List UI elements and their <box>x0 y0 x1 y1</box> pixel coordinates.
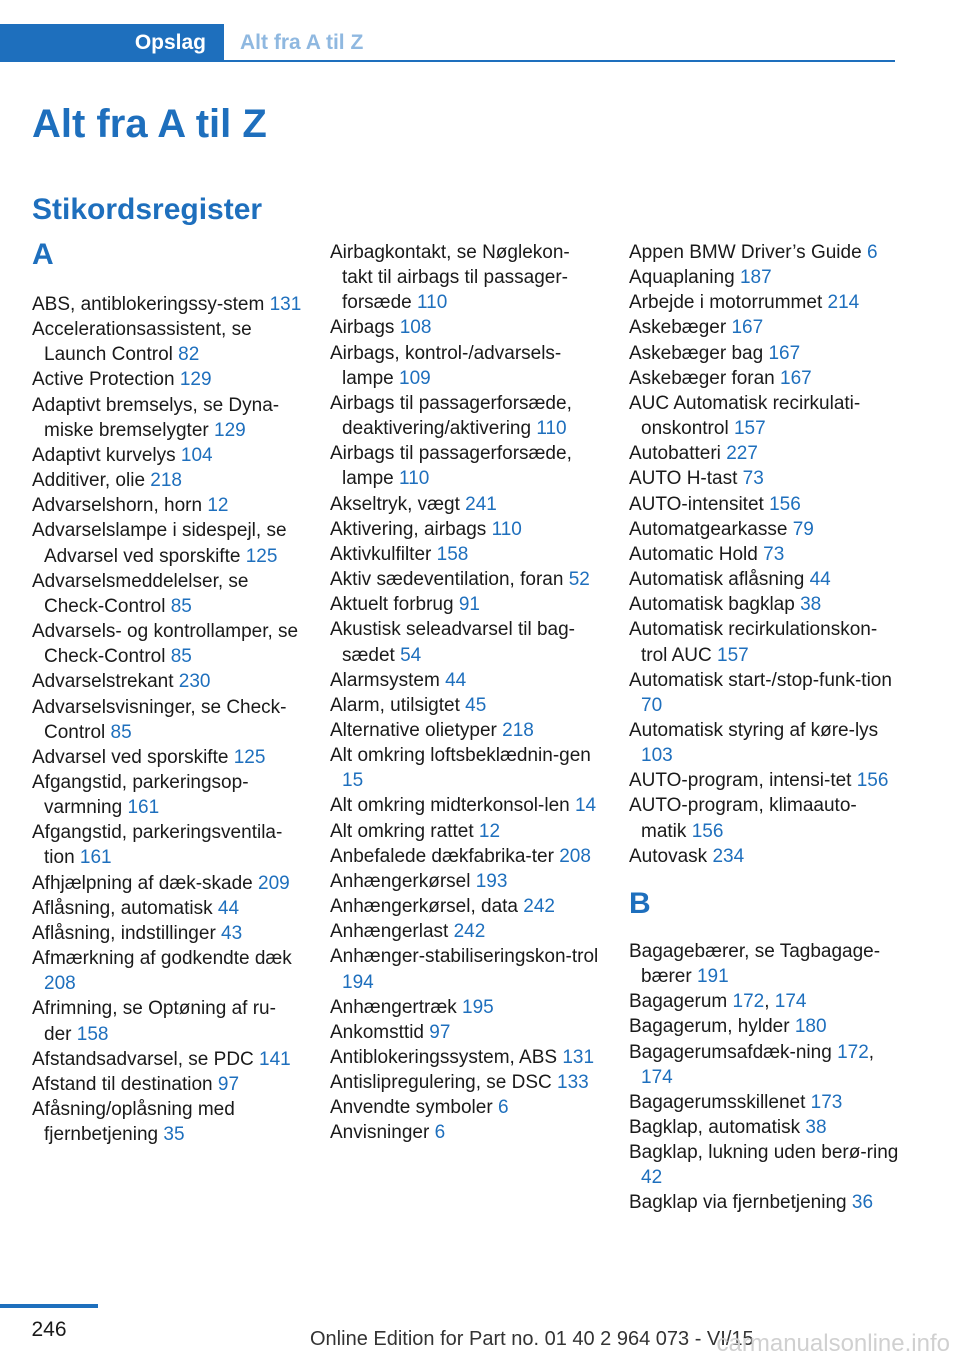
index-entry-term: AUTO-program, intensi‐tet <box>629 770 852 792</box>
index-entry <box>32 1047 302 1072</box>
index-entry <box>629 240 899 265</box>
index-entry-term: Automatic Hold <box>629 543 758 565</box>
index-entry <box>32 896 302 921</box>
index-entry-term: Bagagebærer, se Tagbagage‐bærer <box>629 940 881 988</box>
page-reference-link[interactable]: 208 <box>44 973 76 995</box>
page-reference-link[interactable]: 85 <box>170 595 192 617</box>
index-entry-term: Askebæger bag <box>629 342 764 364</box>
index-entry <box>32 745 302 770</box>
index-entry-term: Bagagerumsafdæk‐ning <box>629 1041 832 1063</box>
index-entry-term: Bagklap via fjernbetjening <box>629 1192 847 1214</box>
page-reference-link[interactable]: 110 <box>416 292 448 314</box>
header-section-tab[interactable] <box>0 24 224 62</box>
index-entry-term: Anvisninger <box>330 1122 430 1144</box>
index-entry-term: Advarselslampe i sidespejl, se Advarsel ved sporskifte <box>32 520 287 567</box>
index-entry-term: AUTO H-tast <box>629 468 738 490</box>
index-entry <box>330 944 600 994</box>
index-column-1 <box>32 240 302 1147</box>
index-entry <box>330 391 600 441</box>
index-entry-term: Airbags, kontrol-/advarsels‐lampe <box>330 342 562 389</box>
index-entry-term: Antislipregulering, se DSC <box>330 1072 552 1094</box>
index-entry-term: Ankomsttid <box>330 1021 424 1043</box>
page-reference-link[interactable]: 85 <box>170 646 192 668</box>
index-entry-term: Alt omkring rattet <box>330 820 474 842</box>
page-reference-link[interactable]: 97 <box>429 1021 451 1043</box>
index-entry <box>32 1097 302 1147</box>
index-entry <box>330 617 600 667</box>
index-entry <box>629 542 899 567</box>
index-entry-term: Autobatteri <box>629 443 721 465</box>
index-entry-term: Bagklap, lukning uden berø‐ring <box>629 1142 899 1164</box>
index-entry-term: ABS, antiblokeringssy‐stem <box>32 294 265 315</box>
index-entry-term: Bagklap, automatisk <box>629 1117 801 1138</box>
index-entry <box>32 317 302 367</box>
page-reference-link[interactable]: 91 <box>458 594 480 616</box>
page-number: 246 <box>31 1318 67 1341</box>
index-entry-term: Alt omkring loftsbeklædnin‐gen <box>330 745 591 767</box>
page-reference-link[interactable]: 218 <box>502 719 534 741</box>
index-entry <box>32 669 302 694</box>
page-reference-link[interactable]: 73 <box>763 543 785 565</box>
index-entry-term: Anvendte symboler <box>330 1097 493 1119</box>
index-entry-term: Afstand til destination <box>32 1073 213 1095</box>
index-entry <box>330 793 600 818</box>
index-entry-term: Aktiv sædeventilation, foran <box>330 569 564 591</box>
index-entry-term: Advarsel ved sporskifte <box>32 746 229 768</box>
page-reference-link[interactable]: 187 <box>739 267 772 289</box>
index-entry-term: Automatisk bagklap <box>629 594 795 616</box>
index-entry-term: Anhængertræk <box>330 996 457 1018</box>
index-entry: Bagagerumsafdæk‐ning 172, 174 <box>629 1041 875 1088</box>
index-entry <box>330 869 600 894</box>
index-entry-term: Alarm, utilsigtet <box>330 694 460 716</box>
page-reference-link[interactable]: 241 <box>465 493 497 515</box>
index-entry-term: Aktuelt forbrug <box>330 594 454 616</box>
header-section-label: Opslag <box>134 31 206 54</box>
page-reference-link[interactable]: 6 <box>497 1097 509 1119</box>
index-entry-term: Alt omkring midterkonsol‐len <box>330 795 570 817</box>
page-reference-link[interactable]: 131 <box>562 1047 595 1068</box>
page-reference-link[interactable]: 161 <box>127 797 160 819</box>
page-reference-link[interactable]: 172 <box>837 1041 869 1063</box>
index-entry-term: Antiblokeringssystem, ABS <box>330 1047 558 1068</box>
page-reference-link[interactable]: 110 <box>491 518 522 540</box>
index-entry-term: Afåsning/oplåsning med fjernbetjening <box>32 1099 235 1146</box>
page-reference-link[interactable]: 109 <box>399 367 431 389</box>
index-entry-term: Askebæger <box>629 317 727 339</box>
index-entry-term: Adaptivt kurvelys <box>32 444 176 466</box>
index-entry <box>629 617 899 667</box>
index-entry-term: Aktivkulfilter <box>330 543 432 565</box>
page-reference-link[interactable]: 125 <box>245 545 278 567</box>
index-entry <box>330 1045 600 1070</box>
index-entry-term: Appen BMW Driver’s Guide <box>629 242 862 263</box>
index-entry-term: Autovask <box>629 845 708 867</box>
page-reference-link[interactable]: 227 <box>726 443 758 465</box>
page-reference-link[interactable]: 158 <box>436 543 469 565</box>
page-reference-link[interactable]: 242 <box>523 896 555 918</box>
page-reference-link[interactable]: 194 <box>342 971 374 993</box>
page-reference-link[interactable]: 54 <box>400 644 422 666</box>
page-reference-link[interactable]: 129 <box>214 419 246 441</box>
page-reference-link[interactable]: 125 <box>233 746 266 768</box>
index-entry <box>629 592 899 617</box>
page-reference-link[interactable]: 242 <box>453 921 486 943</box>
page-reference-link[interactable]: 156 <box>856 770 889 792</box>
index-entry <box>330 819 600 844</box>
page-reference-link[interactable]: 44 <box>809 569 831 591</box>
index-entry <box>629 466 899 491</box>
page-reference-link[interactable]: 172 <box>732 991 765 1013</box>
index-entry <box>629 567 899 592</box>
page-reference-link[interactable]: 45 <box>465 694 487 716</box>
index-entry-term: Advarselsvisninger, se Check-Control <box>32 696 287 743</box>
index-entry-term: Alternative olietyper <box>330 719 497 741</box>
index-entry <box>330 315 600 340</box>
index-entry-term: Aflåsning, automatisk <box>32 897 213 919</box>
index-entry <box>32 921 302 946</box>
page-reference-link[interactable]: 230 <box>178 671 211 693</box>
index-entry <box>32 820 302 870</box>
index-entry-term: Advarselstrekant <box>32 671 174 693</box>
index-entry <box>330 341 600 391</box>
index-entry: Bagagerum 172, 174 <box>629 991 807 1013</box>
index-entry <box>629 768 899 793</box>
page-reference-link[interactable]: 174 <box>774 991 807 1013</box>
index-entry-term: Alarmsystem <box>330 669 440 691</box>
index-entry-term: Afrimning, se Optøning af ru‐der <box>32 998 276 1045</box>
page-reference-link[interactable]: 141 <box>259 1048 291 1070</box>
index-entry-term: Anhænger-stabiliseringskon‐trol <box>330 946 599 968</box>
page-reference-link[interactable]: 129 <box>179 369 212 391</box>
page-header <box>0 24 895 62</box>
page-reference-link[interactable]: 38 <box>805 1117 827 1138</box>
page-reference-link[interactable]: 214 <box>827 292 860 314</box>
page-reference-link[interactable]: 85 <box>110 721 132 743</box>
page-reference-link[interactable]: 156 <box>769 493 801 515</box>
page-reference-link[interactable]: 133 <box>557 1072 589 1094</box>
page-reference-link[interactable]: 208 <box>559 845 591 867</box>
index-entry <box>330 567 600 592</box>
index-entry <box>629 1140 899 1190</box>
index-entry-term: Automatisk start-/stop-funk‐tion <box>629 669 892 691</box>
page-reference-link[interactable]: 44 <box>217 897 240 919</box>
index-entry <box>330 1095 600 1120</box>
index-entry <box>330 542 600 567</box>
index-entry-term: Airbagkontakt, se Nøglekon‐takt til airbags til passager‐forsæde <box>330 242 570 314</box>
header-chapter-label[interactable]: Alt fra A til Z <box>240 31 364 54</box>
index-entry <box>32 518 302 568</box>
index-entry <box>32 619 302 669</box>
page-reference-link[interactable]: 110 <box>399 468 430 490</box>
index-entry <box>32 292 302 317</box>
edition-note: Online Edition for Part no. 01 40 2 964 073 - VI/15 <box>310 1328 754 1350</box>
page-reference-link[interactable]: 110 <box>536 418 567 440</box>
page-reference-link[interactable]: 12 <box>478 820 501 842</box>
index-entry <box>629 1090 899 1115</box>
page-reference-link[interactable]: 167 <box>780 367 812 389</box>
index-entry-term: Airbags til passagerforsæde, deaktivering/aktivering <box>330 392 572 440</box>
page-reference-link[interactable]: 6 <box>434 1122 446 1144</box>
index-entry-term: Aflåsning, indstillinger <box>32 922 216 944</box>
index-entry <box>32 569 302 619</box>
index-entry <box>330 592 600 617</box>
index-letter-heading: B <box>629 886 651 920</box>
index-entry-term: Aquaplaning <box>629 267 735 289</box>
page-reference-link[interactable]: 104 <box>180 444 213 466</box>
index-entry <box>629 315 899 340</box>
index-entry-term: Additiver, olie <box>32 470 146 492</box>
page-reference-link[interactable]: 157 <box>733 418 766 440</box>
index-entry <box>330 492 600 517</box>
index-entry <box>32 443 302 468</box>
index-entry <box>629 441 899 466</box>
page-reference-link[interactable]: 36 <box>851 1192 874 1214</box>
page-reference-link[interactable]: 218 <box>150 470 182 492</box>
page-reference-link[interactable]: 97 <box>217 1073 240 1095</box>
index-entry <box>330 668 600 693</box>
index-entry-term: Accelerationsassistent, se Launch Control <box>32 319 252 366</box>
index-entry-term: AUTO-program, klimaauto‐matik <box>629 795 857 842</box>
page-reference-link[interactable]: 156 <box>691 820 724 842</box>
index-entry <box>629 793 899 843</box>
page-reference-link[interactable]: 158 <box>76 1023 109 1045</box>
index-entry-term: Akustisk seleadvarsel til bag‐sædet <box>330 619 575 666</box>
index-entry <box>330 743 600 793</box>
index-column-3 <box>629 240 899 1216</box>
index-entry <box>629 290 899 315</box>
page-reference-link[interactable]: 42 <box>641 1167 663 1189</box>
page-reference-link[interactable]: 173 <box>810 1091 843 1113</box>
index-entry-term: Afgangstid, parkeringsventila‐tion <box>32 822 283 869</box>
index-entry-term: Bagagerumsskillenet <box>629 1091 806 1113</box>
index-entry-term: Afstandsadvarsel, se PDC <box>32 1048 254 1070</box>
header-rule <box>224 60 895 62</box>
page-reference-link[interactable]: 193 <box>475 870 508 892</box>
index-entry-term: Aktivering, airbags <box>330 518 487 540</box>
index-entry <box>330 517 600 542</box>
index-entry <box>629 391 899 441</box>
index-entry-term: Advarselsmeddelelser, se Check-Control <box>32 570 249 617</box>
index-entry <box>330 1020 600 1045</box>
index-entry <box>330 693 600 718</box>
index-entry <box>32 996 302 1046</box>
index-entry-term: Akseltryk, vægt <box>330 493 460 515</box>
page-reference-link[interactable]: 167 <box>768 342 801 364</box>
index-entry-term: Afhjælpning af dæk‐skade <box>32 872 253 894</box>
index-entry <box>629 1190 899 1215</box>
index-entry-term: Askebæger foran <box>629 367 775 389</box>
index-entry <box>32 493 302 518</box>
page-reference-link[interactable]: 6 <box>866 242 878 263</box>
index-entry-term: Anhængerkørsel, data <box>330 896 518 918</box>
index-entry-term: Active Protection <box>32 369 175 391</box>
index-entry <box>330 919 600 944</box>
index-entry <box>32 946 302 996</box>
page-reference-link[interactable]: 52 <box>568 569 590 591</box>
page-reference-link[interactable]: 180 <box>794 1016 827 1038</box>
index-entry <box>629 939 899 989</box>
page-reference-link[interactable]: 43 <box>221 922 243 944</box>
index-entry-term: Automatisk aflåsning <box>629 569 805 591</box>
page-reference-link[interactable]: 131 <box>269 294 302 315</box>
page-reference-link[interactable]: 70 <box>641 694 663 716</box>
index-entry-term: Afmærkning af godkendte dæk <box>32 948 292 970</box>
page-reference-link[interactable]: 44 <box>445 669 467 691</box>
index-entry <box>629 718 899 768</box>
index-entry <box>629 1014 899 1039</box>
index-entry <box>330 718 600 743</box>
page-reference-link[interactable]: 195 <box>462 996 494 1018</box>
index-entry <box>330 441 600 491</box>
index-entry-term: AUTO-intensitet <box>629 493 764 515</box>
index-entry <box>629 265 899 290</box>
index-entry-term: Airbags til passagerforsæde, lampe <box>330 443 572 490</box>
index-entry <box>330 1070 600 1095</box>
page-reference-link[interactable]: 73 <box>742 468 764 490</box>
index-entry <box>32 871 302 896</box>
section-title: Stikordsregister <box>32 193 263 226</box>
page-reference-link[interactable]: 157 <box>717 644 749 666</box>
index-entry-term: Advarselshorn, horn <box>32 495 203 517</box>
page-reference-link[interactable]: 167 <box>731 317 764 339</box>
index-entry-term: Adaptivt bremselys, se Dyna‐miske bremselygter <box>32 394 280 441</box>
index-letter-heading: A <box>32 238 54 271</box>
index-entry <box>330 1120 600 1145</box>
page-reference-link[interactable]: 209 <box>258 872 290 894</box>
page-reference-link[interactable]: 191 <box>696 966 729 988</box>
page-reference-link[interactable]: 35 <box>163 1124 185 1146</box>
index-entry <box>32 1072 302 1097</box>
index-entry-term: AUC Automatisk recirkulati‐onskontrol <box>629 392 861 440</box>
footer-rule <box>0 1304 98 1308</box>
index-entry <box>629 668 899 718</box>
index-entry-term: Anhængerlast <box>330 921 449 943</box>
index-entry <box>32 770 302 820</box>
index-entry <box>32 393 302 443</box>
index-entry <box>629 517 899 542</box>
page-reference-link[interactable]: 38 <box>800 594 822 616</box>
index-entry <box>629 366 899 391</box>
index-entry-term: Automatgearkasse <box>629 518 788 540</box>
page-reference-link[interactable]: 234 <box>712 845 745 867</box>
index-entry-term: Advarsels- og kontrollamper, se Check-Control <box>32 621 299 668</box>
index-column-2 <box>330 240 600 1146</box>
page-reference-link[interactable]: 161 <box>79 847 112 869</box>
index-entry <box>629 492 899 517</box>
index-entry <box>629 844 899 869</box>
page-reference-link[interactable]: 12 <box>207 495 229 517</box>
index-entry <box>32 468 302 493</box>
index-entry-term: Afgangstid, parkeringsop‐varmning <box>32 771 249 819</box>
page-reference-link[interactable]: 14 <box>574 795 597 817</box>
index-entry <box>330 844 600 869</box>
page-reference-link[interactable]: 174 <box>641 1066 673 1088</box>
page-reference-link[interactable]: 108 <box>399 317 432 339</box>
index-entry <box>629 1115 899 1140</box>
index-entry-term: Anhængerkørsel <box>330 870 471 892</box>
page-reference-link[interactable]: 103 <box>641 745 673 767</box>
index-entry <box>32 695 302 745</box>
index-entry <box>330 995 600 1020</box>
index-entry-term: Anbefalede dækfabrika‐ter <box>330 845 554 867</box>
index-entry-term: Airbags <box>330 317 395 339</box>
watermark: carmanualsonline.info <box>716 1330 950 1357</box>
page-reference-link[interactable]: 15 <box>342 770 364 792</box>
page-title: Alt fra A til Z <box>32 102 267 146</box>
page-reference-link[interactable]: 82 <box>178 344 200 366</box>
page-reference-link[interactable]: 79 <box>792 518 814 540</box>
index-entry-term: Automatisk recirkulationskon‐trol AUC <box>629 619 878 666</box>
index-entry-term: Bagagerum, hylder <box>629 1016 790 1038</box>
index-entry-term: Bagagerum <box>629 991 728 1013</box>
index-entry-term: Automatisk styring af køre‐lys <box>629 719 879 741</box>
index-entry-term: Arbejde i motorrummet <box>629 292 823 314</box>
index-entry <box>32 367 302 392</box>
index-entry <box>330 894 600 919</box>
index-entry <box>629 341 899 366</box>
index-entry <box>330 240 600 315</box>
